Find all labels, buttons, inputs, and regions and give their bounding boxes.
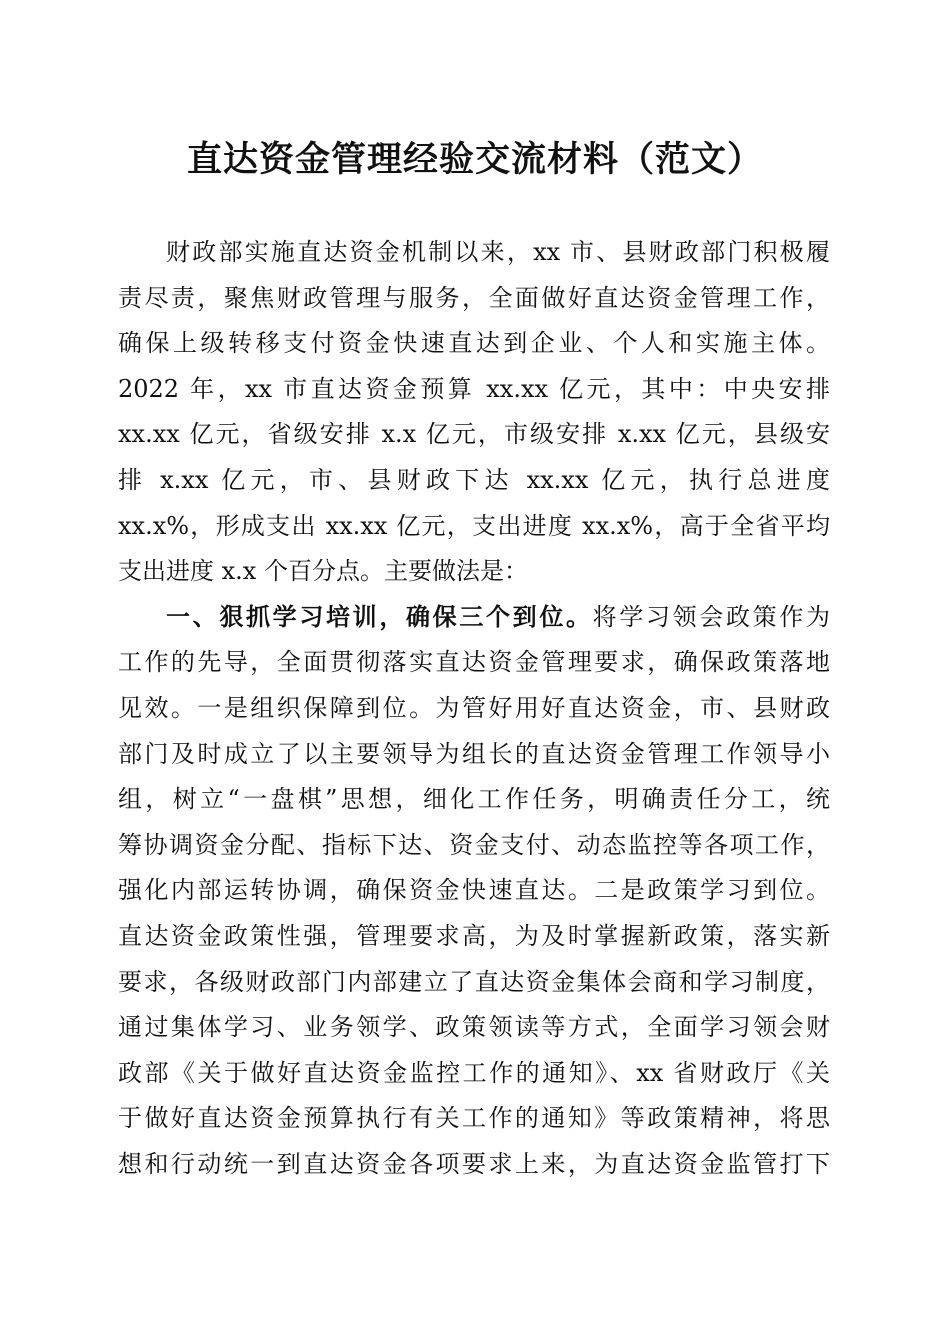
- paragraph-line: 工作的先导，全面贯彻落实直达资金管理要求，确保政策落地: [118, 648, 830, 677]
- paragraph-line: 政部《关于做好直达资金监控工作的通知》、xx 省财政厅《关: [118, 1058, 830, 1087]
- paragraph-line: 2022 年，xx 市直达资金预算 xx.xx 亿元，其中：中央安排: [118, 374, 830, 403]
- paragraph-line: 支出进度 x.x 个百分点。主要做法是：: [118, 557, 528, 586]
- section-heading-line: [118, 595, 830, 641]
- paragraph-line: 部门及时成立了以主要领导为组长的直达资金管理工作领导小: [118, 739, 830, 768]
- paragraph-line: 强化内部运转协调，确保资金快速直达。二是政策学习到位。: [118, 876, 830, 905]
- paragraph-line: 通过集体学习、业务领学、政策领读等方式，全面学习领会财: [118, 1013, 830, 1042]
- document-title: 直达资金管理经验交流材料（范文）: [186, 139, 763, 180]
- paragraph-line: 要求，各级财政部门内部建立了直达资金集体会商和学习制度，: [118, 967, 830, 996]
- paragraph-line: 确保上级转移支付资金快速直达到企业、个人和实施主体。: [118, 329, 830, 358]
- paragraph-line: 责尽责，聚焦财政管理与服务，全面做好直达资金管理工作，: [118, 283, 830, 312]
- section-heading: 一、狠抓学习培训，确保三个到位。: [166, 602, 593, 631]
- document-body: [118, 230, 830, 1187]
- paragraph-line: xx.x%，形成支出 xx.xx 亿元，支出进度 xx.x%，高于全省平均: [118, 511, 830, 540]
- paragraph-line: 组，树立“一盘棋”思想，细化工作任务，明确责任分工，统: [118, 785, 830, 814]
- paragraph-line: 想和行动统一到直达资金各项要求上来，为直达资金监管打下: [118, 1149, 830, 1178]
- paragraph-line: 筹协调资金分配、指标下达、资金支付、动态监控等各项工作，: [118, 830, 830, 859]
- section-heading-rest: 将学习领会政策作为: [592, 602, 830, 631]
- paragraph-line: xx.xx 亿元，省级安排 x.x 亿元，市级安排 x.xx 亿元，县级安: [118, 420, 830, 449]
- paragraph-line: 于做好直达资金预算执行有关工作的通知》等政策精神，将思: [118, 1104, 830, 1133]
- paragraph-line: 直达资金政策性强，管理要求高，为及时掌握新政策，落实新: [118, 921, 830, 950]
- paragraph-line: 财政部实施直达资金机制以来，xx 市、县财政部门积极履: [166, 238, 830, 266]
- paragraph-line: 见效。一是组织保障到位。为管好用好直达资金，市、县财政: [118, 693, 830, 722]
- paragraph-line: 排 x.xx 亿元，市、县财政下达 xx.xx 亿元，执行总进度: [118, 465, 830, 494]
